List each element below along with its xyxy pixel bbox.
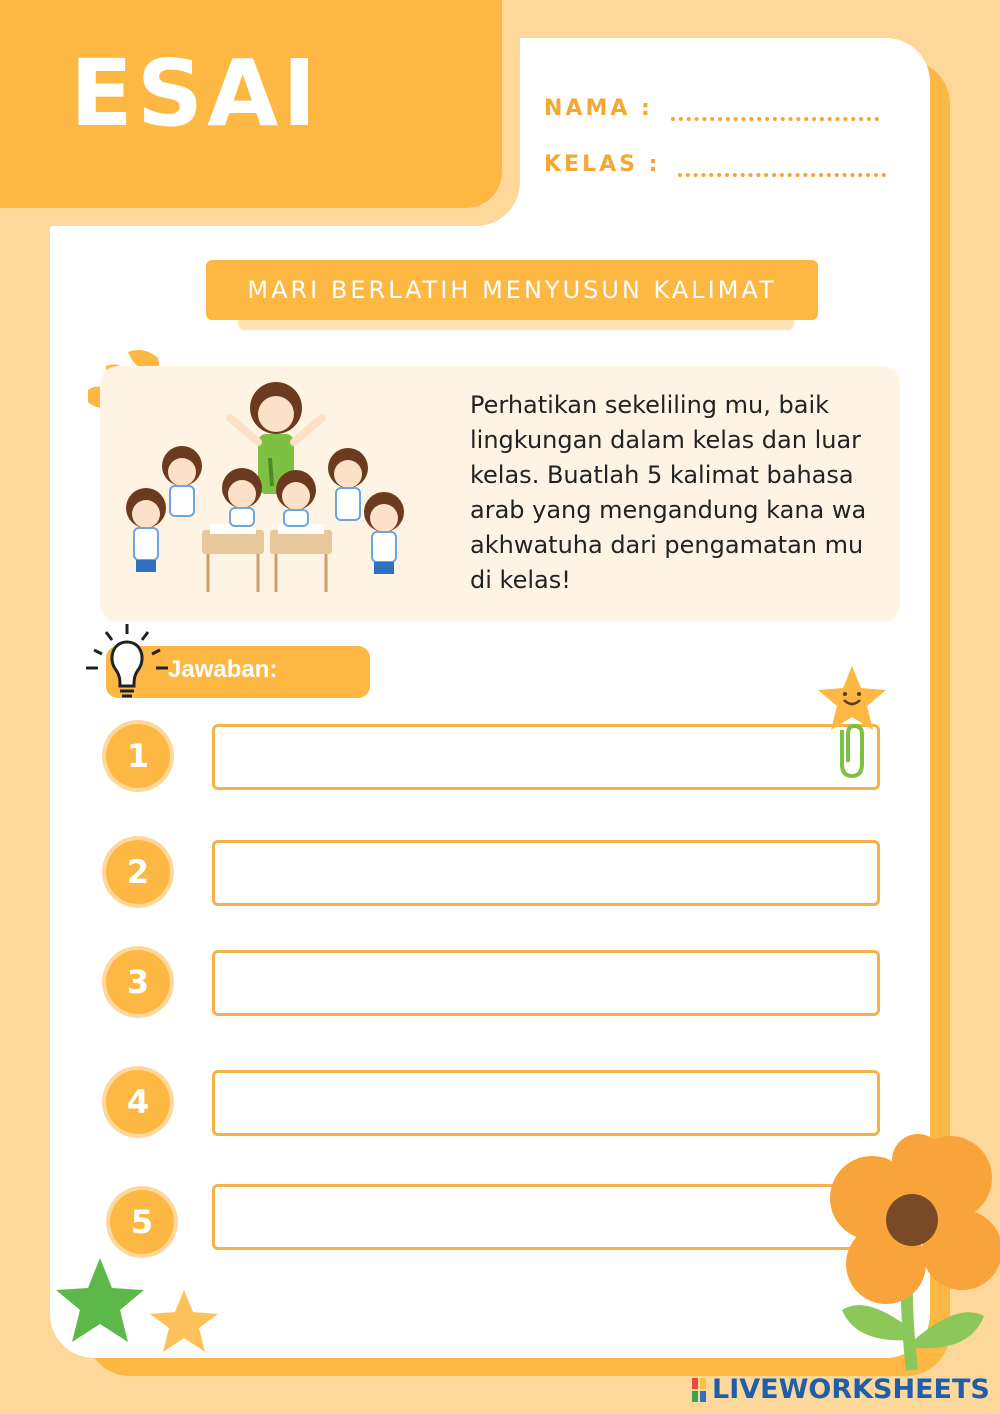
class-field	[544, 152, 886, 177]
class-input-line[interactable]	[678, 165, 886, 177]
watermark-text: LIVEWORKSHEETS	[712, 1374, 990, 1405]
answer-input-5[interactable]	[212, 1184, 880, 1250]
answer-number-2: 2	[106, 840, 170, 904]
answer-input-1[interactable]	[212, 724, 880, 790]
flower-icon	[826, 1134, 1000, 1374]
instruction-text: Perhatikan sekeliling mu, baik lingkungan dalam kelas dan luar kelas. Buatlah 5 kalimat bahasa arab yang mengandung kana wa akhwatuha dari pengamatan mu di kelas!	[470, 391, 867, 594]
name-input-line[interactable]	[671, 109, 879, 121]
answer-input-4[interactable]	[212, 1070, 880, 1136]
answer-input-2[interactable]	[212, 840, 880, 906]
answer-number-4: 4	[106, 1070, 170, 1134]
name-field	[544, 96, 879, 121]
star-icon	[56, 1256, 226, 1366]
section-banner: MARI BERLATIH MENYUSUN KALIMAT	[206, 260, 818, 320]
answer-number-5: 5	[110, 1190, 174, 1254]
worksheet-card	[50, 38, 930, 1358]
answer-label: Jawaban:	[168, 656, 278, 683]
classroom-illustration	[110, 378, 430, 602]
liveworksheets-logo-icon	[692, 1378, 706, 1402]
lightbulb-icon	[84, 620, 170, 704]
answer-number-3: 3	[106, 950, 170, 1014]
answer-number-1: 1	[106, 724, 170, 788]
class-label: KELAS :	[544, 152, 661, 177]
worksheet-title: ESAI	[70, 40, 321, 147]
answer-input-3[interactable]	[212, 950, 880, 1016]
star-paperclip-icon	[814, 664, 890, 784]
name-label: NAMA :	[544, 96, 653, 121]
watermark	[692, 1374, 990, 1405]
